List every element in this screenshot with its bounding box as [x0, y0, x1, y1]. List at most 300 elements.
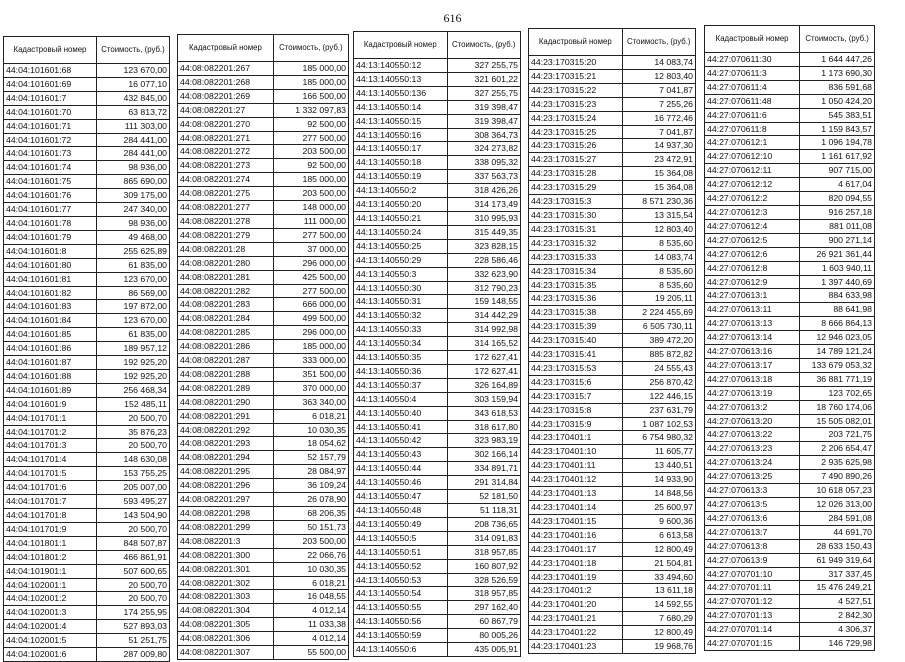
cadastral-number: 44:13:140550:4 — [354, 392, 448, 406]
cost-value: 23 472,91 — [622, 153, 695, 167]
table-row — [705, 233, 875, 247]
cost-value: 1 087 102,53 — [622, 417, 695, 431]
cadastral-number: 44:27:070611:3 — [705, 66, 800, 80]
header-cost: Стоимость, (руб.) — [800, 26, 875, 53]
header-cost: Стоимость, (руб.) — [96, 37, 169, 64]
cadastral-number: 44:04:101801:2 — [4, 550, 97, 564]
cost-value: 319 398,47 — [447, 114, 520, 128]
cadastral-number: 44:27:070613:3 — [705, 484, 800, 498]
cost-value: 277 500,00 — [273, 284, 348, 298]
cost-value: 14 848,56 — [622, 487, 695, 501]
table-row — [529, 236, 696, 250]
cadastral-number: 44:08:082201:28 — [178, 242, 274, 256]
cost-value: 6 018,21 — [273, 576, 348, 590]
table-row — [354, 406, 521, 420]
cost-value: 2 224 455,69 — [622, 306, 695, 320]
table-row — [354, 198, 521, 212]
cadastral-number: 44:27:070701:13 — [705, 609, 800, 623]
cost-value: 11 033,38 — [273, 618, 348, 632]
cost-value: 425 500,00 — [273, 270, 348, 284]
table-row — [354, 615, 521, 629]
cadastral-number: 44:08:082201:273 — [178, 159, 274, 173]
cadastral-number: 44:08:082201:297 — [178, 493, 274, 507]
table-row — [529, 431, 696, 445]
cost-value: 4 306,37 — [800, 623, 875, 637]
cadastral-number: 44:13:140550:53 — [354, 573, 448, 587]
table-row — [529, 195, 696, 209]
table-row — [178, 367, 349, 381]
cadastral-number: 44:27:070613:9 — [705, 553, 800, 567]
table-row — [4, 481, 170, 495]
cadastral-number: 44:27:070612:6 — [705, 247, 800, 261]
cost-value: 881 011,08 — [800, 219, 875, 233]
cadastral-number: 44:13:140550:44 — [354, 462, 448, 476]
table-row — [354, 378, 521, 392]
cadastral-number: 44:04:101801:1 — [4, 536, 97, 550]
cadastral-number: 44:08:082201:299 — [178, 520, 274, 534]
cost-value: 318 426,26 — [447, 184, 520, 198]
cadastral-number: 44:27:070613:6 — [705, 511, 800, 525]
table-row — [354, 142, 521, 156]
cadastral-number: 44:27:070611:8 — [705, 122, 800, 136]
table-row — [354, 253, 521, 267]
cost-value: 123 670,00 — [96, 64, 169, 78]
cadastral-number: 44:08:082201:287 — [178, 354, 274, 368]
cadastral-number: 44:08:082201:268 — [178, 75, 274, 89]
cost-value: 1 603 940,11 — [800, 261, 875, 275]
cost-value: 13 440,51 — [622, 459, 695, 473]
table-row — [4, 439, 170, 453]
cadastral-number: 44:27:070613:8 — [705, 539, 800, 553]
cost-value: 302 166,14 — [447, 448, 520, 462]
cadastral-number: 44:04:101601:80 — [4, 258, 97, 272]
cadastral-number: 44:08:082201:291 — [178, 409, 274, 423]
table-row — [4, 411, 170, 425]
cost-value: 172 627,41 — [447, 351, 520, 365]
cadastral-number: 44:13:140550:36 — [354, 364, 448, 378]
cost-value: 26 921 361,44 — [800, 247, 875, 261]
table-row — [705, 470, 875, 484]
table-row — [4, 203, 170, 217]
cadastral-number: 44:13:140550:49 — [354, 517, 448, 531]
cadastral-number: 44:13:140550:35 — [354, 351, 448, 365]
cost-value: 14 083,74 — [622, 250, 695, 264]
table-row — [4, 495, 170, 509]
cost-value: 153 755,25 — [96, 467, 169, 481]
cadastral-number: 44:23:170315:21 — [529, 69, 623, 83]
cost-value: 1 161 617,92 — [800, 150, 875, 164]
cadastral-number: 44:08:082201:293 — [178, 437, 274, 451]
table-row — [4, 91, 170, 105]
cost-value: 148 000,00 — [273, 201, 348, 215]
cadastral-number: 44:27:070612:4 — [705, 219, 800, 233]
cadastral-number: 44:27:070613:19 — [705, 386, 800, 400]
cost-value: 68 206,35 — [273, 507, 348, 521]
cadastral-number: 44:23:170315:24 — [529, 111, 623, 125]
cadastral-number: 44:13:140550:15 — [354, 114, 448, 128]
table-row — [529, 445, 696, 459]
cadastral-number: 44:04:102001:5 — [4, 634, 97, 648]
table-row — [4, 161, 170, 175]
table-row — [529, 403, 696, 417]
table-row — [354, 448, 521, 462]
cadastral-number: 44:23:170401:12 — [529, 473, 623, 487]
table-row — [4, 77, 170, 91]
cost-value: 916 257,18 — [800, 205, 875, 219]
cost-value: 310 995,93 — [447, 211, 520, 225]
cost-value: 185 000,00 — [273, 173, 348, 187]
cadastral-number: 44:04:101601:79 — [4, 230, 97, 244]
table-row — [4, 620, 170, 634]
table-row — [4, 189, 170, 203]
cadastral-number: 44:08:082201:302 — [178, 576, 274, 590]
cadastral-number: 44:27:070612:10 — [705, 150, 800, 164]
cadastral-number: 44:23:170315:27 — [529, 153, 623, 167]
cost-value: 80 005,26 — [447, 629, 520, 643]
table-row — [4, 119, 170, 133]
cadastral-number: 44:08:082201:286 — [178, 340, 274, 354]
table-row — [705, 525, 875, 539]
cadastral-number: 44:04:101601:75 — [4, 175, 97, 189]
table-row — [354, 281, 521, 295]
table-row — [354, 476, 521, 490]
cadastral-number: 44:08:082201:307 — [178, 646, 274, 660]
table-row — [529, 626, 696, 640]
cadastral-number: 44:08:082201:27 — [178, 103, 274, 117]
cost-value: 20 500,70 — [96, 592, 169, 606]
cadastral-number: 44:13:140550:30 — [354, 281, 448, 295]
cadastral-number: 44:04:101601:71 — [4, 119, 97, 133]
cadastral-number: 44:13:140550:52 — [354, 559, 448, 573]
table-row — [4, 509, 170, 523]
cost-value: 4 527,51 — [800, 595, 875, 609]
cost-value: 435 005,91 — [447, 643, 520, 657]
cost-value: 907 715,00 — [800, 164, 875, 178]
cadastral-number: 44:23:170401:23 — [529, 640, 623, 654]
cadastral-number: 44:08:082201:296 — [178, 479, 274, 493]
cost-value: 13 611,18 — [622, 584, 695, 598]
cadastral-number: 44:27:070701:15 — [705, 637, 800, 651]
cost-value: 303 159,94 — [447, 392, 520, 406]
table-row — [529, 640, 696, 654]
cadastral-number: 44:13:140550:13 — [354, 72, 448, 86]
cadastral-number: 44:23:170315:31 — [529, 222, 623, 236]
cadastral-number: 44:04:101701:9 — [4, 522, 97, 536]
table-row — [178, 103, 349, 117]
table-row — [178, 604, 349, 618]
table-row — [705, 150, 875, 164]
cost-value: 61 835,00 — [96, 258, 169, 272]
cost-value: 15 364,08 — [622, 181, 695, 195]
table-row — [354, 128, 521, 142]
cost-value: 19 968,76 — [622, 640, 695, 654]
table-row — [178, 89, 349, 103]
cost-value: 205 007,00 — [96, 481, 169, 495]
cost-value: 185 000,00 — [273, 75, 348, 89]
header-cadastral-number: Кадастровый номер — [529, 29, 623, 56]
cost-value: 284 591,08 — [800, 511, 875, 525]
cost-value: 466 861,91 — [96, 550, 169, 564]
cadastral-number: 44:27:070611:30 — [705, 53, 800, 67]
table-row — [178, 284, 349, 298]
cadastral-number: 44:27:070612:11 — [705, 164, 800, 178]
cadastral-number: 44:04:101601:89 — [4, 383, 97, 397]
cost-value: 10 618 057,23 — [800, 484, 875, 498]
table-row — [529, 292, 696, 306]
cadastral-number: 44:27:070701:11 — [705, 581, 800, 595]
cadastral-number: 44:13:140550:54 — [354, 587, 448, 601]
table-row — [705, 511, 875, 525]
cadastral-number: 44:04:102001:4 — [4, 620, 97, 634]
table-row — [529, 222, 696, 236]
table-row — [705, 595, 875, 609]
cost-value: 318 957,85 — [447, 587, 520, 601]
cost-value: 166 500,00 — [273, 89, 348, 103]
cadastral-number: 44:13:140550:21 — [354, 211, 448, 225]
cost-value: 19 205,11 — [622, 292, 695, 306]
cadastral-number: 44:08:082201:285 — [178, 326, 274, 340]
cost-value: 14 789 121,24 — [800, 345, 875, 359]
cadastral-number: 44:13:140550:42 — [354, 434, 448, 448]
cost-value: 18 760 174,06 — [800, 400, 875, 414]
cadastral-number: 44:08:082201:288 — [178, 367, 274, 381]
cost-value: 277 500,00 — [273, 131, 348, 145]
cost-value: 14 592,55 — [622, 598, 695, 612]
cadastral-number: 44:27:070613:13 — [705, 317, 800, 331]
table-row — [4, 467, 170, 481]
table-row — [354, 100, 521, 114]
cost-value: 4 012,14 — [273, 632, 348, 646]
table-row — [4, 550, 170, 564]
cadastral-number: 44:08:082201:284 — [178, 312, 274, 326]
table-row — [354, 156, 521, 170]
table-row — [529, 56, 696, 70]
cadastral-number: 44:23:170315:29 — [529, 181, 623, 195]
table-row — [4, 300, 170, 314]
table-row — [4, 272, 170, 286]
table-row — [705, 303, 875, 317]
cost-value: 308 364,73 — [447, 128, 520, 142]
cadastral-number: 44:13:140550:43 — [354, 448, 448, 462]
cadastral-number: 44:04:101601:73 — [4, 147, 97, 161]
cadastral-number: 44:04:101601:7 — [4, 91, 97, 105]
cost-value: 2 206 654,47 — [800, 442, 875, 456]
cost-value: 7 041,87 — [622, 125, 695, 139]
table-row — [178, 75, 349, 89]
table-row — [4, 648, 170, 662]
cadastral-number: 44:13:140550:48 — [354, 504, 448, 518]
cadastral-number: 44:13:140550:32 — [354, 309, 448, 323]
table-header — [529, 29, 696, 56]
table-row — [705, 66, 875, 80]
table-row — [705, 122, 875, 136]
cadastral-number: 44:13:140550:59 — [354, 629, 448, 643]
cost-value: 20 500,70 — [96, 578, 169, 592]
cadastral-number: 44:23:170315:53 — [529, 361, 623, 375]
cost-value: 885 872,82 — [622, 348, 695, 362]
cost-value: 192 925,20 — [96, 369, 169, 383]
cost-value: 8 666 864,13 — [800, 317, 875, 331]
cadastral-number: 44:23:170315:33 — [529, 250, 623, 264]
cost-value: 865 690,00 — [96, 175, 169, 189]
cadastral-number: 44:23:170315:9 — [529, 417, 623, 431]
table-row — [529, 542, 696, 556]
table-row — [354, 643, 521, 657]
table-row — [529, 264, 696, 278]
cadastral-number: 44:04:101601:9 — [4, 397, 97, 411]
table-row — [705, 414, 875, 428]
cadastral-number: 44:13:140550:6 — [354, 643, 448, 657]
cost-value: 527 893,03 — [96, 620, 169, 634]
cost-value: 237 631,79 — [622, 403, 695, 417]
table-row — [354, 392, 521, 406]
cadastral-number: 44:23:170315:38 — [529, 306, 623, 320]
table-row — [529, 208, 696, 222]
cost-value: 8 571 230,36 — [622, 195, 695, 209]
cost-value: 314 165,52 — [447, 337, 520, 351]
cost-value: 836 591,68 — [800, 80, 875, 94]
table-row — [705, 484, 875, 498]
cadastral-number: 44:27:070611:4 — [705, 80, 800, 94]
table-row — [354, 323, 521, 337]
cadastral-number: 44:04:101701:1 — [4, 411, 97, 425]
cost-value: 315 449,35 — [447, 225, 520, 239]
table-row — [705, 94, 875, 108]
table-row — [354, 114, 521, 128]
cost-value: 296 000,00 — [273, 326, 348, 340]
table-row — [178, 312, 349, 326]
cadastral-number: 44:23:170315:36 — [529, 292, 623, 306]
cadastral-number: 44:08:082201:275 — [178, 187, 274, 201]
table-row — [178, 117, 349, 131]
cost-value: 1 159 843,57 — [800, 122, 875, 136]
cadastral-number: 44:13:140550:19 — [354, 170, 448, 184]
cost-value: 18 054,62 — [273, 437, 348, 451]
cadastral-number: 44:27:070613:2 — [705, 400, 800, 414]
table-row — [178, 534, 349, 548]
cost-value: 12 803,40 — [622, 69, 695, 83]
cadastral-number: 44:13:140550:34 — [354, 337, 448, 351]
cost-value: 334 891,71 — [447, 462, 520, 476]
table-row — [354, 86, 521, 100]
cadastral-number: 44:04:101601:72 — [4, 133, 97, 147]
cadastral-number: 44:23:170315:3 — [529, 195, 623, 209]
cadastral-number: 44:27:070612:8 — [705, 261, 800, 275]
cadastral-number: 44:23:170401:2 — [529, 584, 623, 598]
cost-value: 15 476 249,21 — [800, 581, 875, 595]
cost-value: 256 870,42 — [622, 375, 695, 389]
table-row — [705, 275, 875, 289]
cadastral-number: 44:04:101601:77 — [4, 203, 97, 217]
table-row — [529, 375, 696, 389]
cadastral-number: 44:27:070613:7 — [705, 525, 800, 539]
cost-value: 159 148,55 — [447, 295, 520, 309]
cost-value: 247 340,00 — [96, 203, 169, 217]
cost-value: 192 925,20 — [96, 356, 169, 370]
cadastral-number: 44:13:140550:3 — [354, 267, 448, 281]
table-row — [178, 326, 349, 340]
cost-value: 228 586,46 — [447, 253, 520, 267]
cadastral-number: 44:27:070613:16 — [705, 345, 800, 359]
cadastral-number: 44:23:170401:15 — [529, 514, 623, 528]
table-row — [4, 286, 170, 300]
cost-value: 327 255,75 — [447, 59, 520, 73]
cadastral-number: 44:08:082201:270 — [178, 117, 274, 131]
table-row — [354, 531, 521, 545]
table-row — [354, 351, 521, 365]
table-row — [178, 381, 349, 395]
table-row — [178, 646, 349, 660]
cadastral-number: 44:13:140550:24 — [354, 225, 448, 239]
table-row — [354, 629, 521, 643]
cadastral-number: 44:13:140550:40 — [354, 406, 448, 420]
cadastral-number: 44:27:070701:10 — [705, 567, 800, 581]
table-row — [529, 181, 696, 195]
table-row — [529, 83, 696, 97]
table-row — [178, 562, 349, 576]
table-row — [4, 147, 170, 161]
cost-value: 14 937,30 — [622, 139, 695, 153]
cost-value: 10 030,35 — [273, 423, 348, 437]
cost-value: 314 173,49 — [447, 198, 520, 212]
table-row — [178, 423, 349, 437]
cost-value: 12 800,49 — [622, 626, 695, 640]
cost-value: 20 500,70 — [96, 522, 169, 536]
cadastral-number: 44:27:070613:17 — [705, 358, 800, 372]
cost-value: 152 485,11 — [96, 397, 169, 411]
cost-value: 321 601,22 — [447, 72, 520, 86]
cadastral-number: 44:04:102001:3 — [4, 606, 97, 620]
cadastral-number: 44:13:140550:31 — [354, 295, 448, 309]
cost-value: 20 500,70 — [96, 439, 169, 453]
table-row — [178, 507, 349, 521]
cost-value: 123 670,00 — [96, 314, 169, 328]
cadastral-number: 44:23:170401:10 — [529, 445, 623, 459]
cost-value: 297 162,40 — [447, 601, 520, 615]
table-row — [705, 317, 875, 331]
cadastral-number: 44:04:101601:78 — [4, 216, 97, 230]
table-row — [529, 111, 696, 125]
cost-value: 203 500,00 — [273, 187, 348, 201]
cadastral-number: 44:13:140550:16 — [354, 128, 448, 142]
table-row — [178, 214, 349, 228]
cadastral-number: 44:23:170401:16 — [529, 528, 623, 542]
table-row — [178, 242, 349, 256]
cost-value: 328 526,59 — [447, 573, 520, 587]
cost-value: 12 946 023,05 — [800, 331, 875, 345]
cost-value: 666 000,00 — [273, 298, 348, 312]
cost-value: 9 600,36 — [622, 514, 695, 528]
table-row — [529, 556, 696, 570]
cadastral-number: 44:08:082201:289 — [178, 381, 274, 395]
cadastral-number: 44:27:070612:2 — [705, 192, 800, 206]
cost-value: 332 623,90 — [447, 267, 520, 281]
table-row — [705, 581, 875, 595]
table-row — [705, 247, 875, 261]
table-row — [705, 80, 875, 94]
cadastral-number: 44:08:082201:304 — [178, 604, 274, 618]
cadastral-number: 44:08:082201:300 — [178, 548, 274, 562]
header-cadastral-number: Кадастровый номер — [178, 35, 274, 62]
cost-value: 1 397 440,69 — [800, 275, 875, 289]
cost-value: 338 095,32 — [447, 156, 520, 170]
cadastral-number: 44:13:140550:33 — [354, 323, 448, 337]
cadastral-number: 44:13:140550:29 — [354, 253, 448, 267]
cadastral-number: 44:23:170315:26 — [529, 139, 623, 153]
cadastral-number: 44:04:101701:6 — [4, 481, 97, 495]
cost-value: 122 446,15 — [622, 389, 695, 403]
cadastral-number: 44:23:170315:40 — [529, 334, 623, 348]
